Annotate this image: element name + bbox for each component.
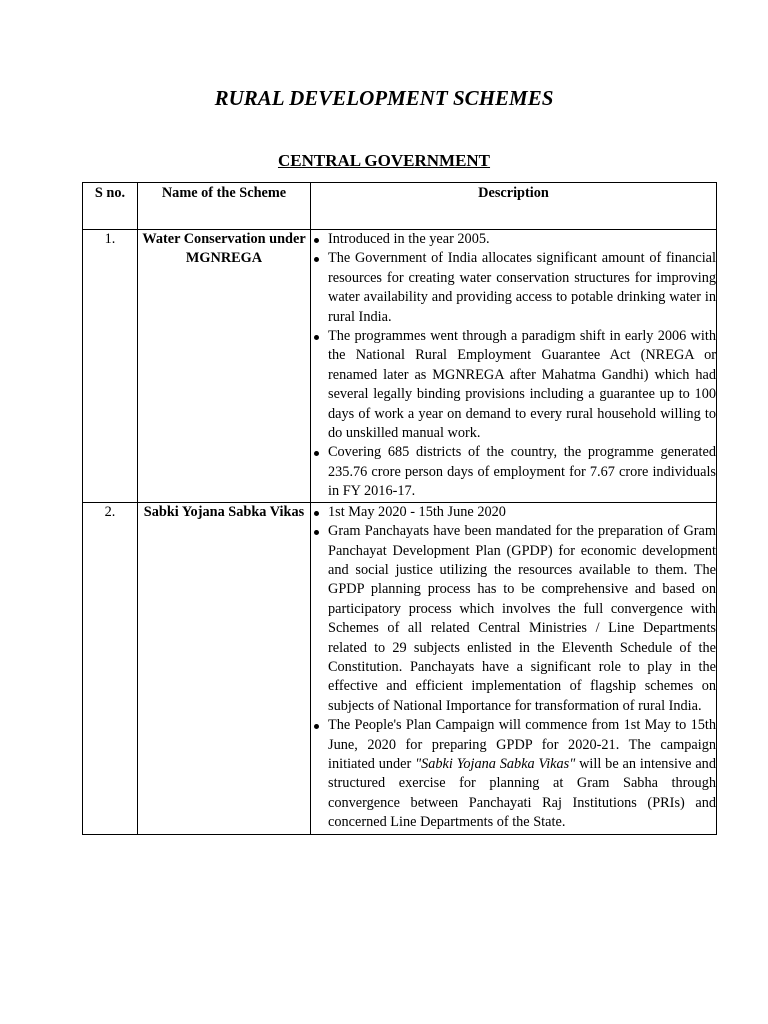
row-scheme-name: Water Conservation under MGNREGA [138,230,311,503]
list-item: The Government of India allocates significant amount of financial resources for creating water conservation structures for improving water availability and providing access to potable drinking water in rural India. [311,249,716,327]
description-bullet-list [311,503,716,833]
header-description: Description [311,183,717,230]
list-item: Introduced in the year 2005. [311,230,716,249]
row-sno: 2. [83,502,138,834]
bullet-text-after: will be an intensive and structured exercise for planning at Gram Sabha through convergence between Panchayati Raj Institutions (PRIs) and concerned Line Departments of the State. [328,755,716,831]
list-item: Gram Panchayats have been mandated for the preparation of Gram Panchayat Development Plan (GPDP) for economic development and social justice utilizing the resources available to them. The GPDP planning process has to be comprehensive and based on participatory process which involves the full convergence with Schemes of all related Central Ministries / Line Departments related to 29 subjects enlisted in the Eleventh Schedule of the Constitution. Panchayats have a significant role to play in the effective and efficient implementation of flagship schemes on subjects of National Importance for transformation of rural India. [311,522,716,716]
list-item: The programmes went through a paradigm shift in early 2006 with the National Rural Employment Guarantee Act (NREGA or renamed later as MGNREGA after Mahatma Gandhi) which had several legally binding provisions including a guarantee up to 100 days of work a year on demand to every rural household willing to do unskilled manual work. [311,327,716,443]
header-scheme-name: Name of the Scheme [138,183,311,230]
bullet-text-before: The People's Plan Campaign will commence from 1st May to 15th June, 2020 for preparing GPDP for 2020-21. The campaign initiated under [328,717,716,772]
page-title: RURAL DEVELOPMENT SCHEMES [214,86,554,110]
row-description [311,230,717,503]
bullet-text-italic: "Sabki Yojana Sabka Vikas" [415,755,576,772]
description-bullet-list [311,230,716,502]
header-sno: S no. [83,183,138,230]
table-row [83,502,717,834]
table-header-row [83,183,717,230]
list-item: Covering 685 districts of the country, the programme generated 235.76 crore person days of employment for 7.67 crore individuals in FY 2016-17. [311,443,716,501]
table-row [83,230,717,503]
row-sno: 1. [83,230,138,503]
schemes-table [82,182,717,835]
row-scheme-name: Sabki Yojana Sabka Vikas [138,502,311,834]
list-item: 1st May 2020 - 15th June 2020 [311,503,716,522]
list-item [311,716,716,832]
row-description [311,502,717,834]
section-title: CENTRAL GOVERNMENT [277,151,491,170]
